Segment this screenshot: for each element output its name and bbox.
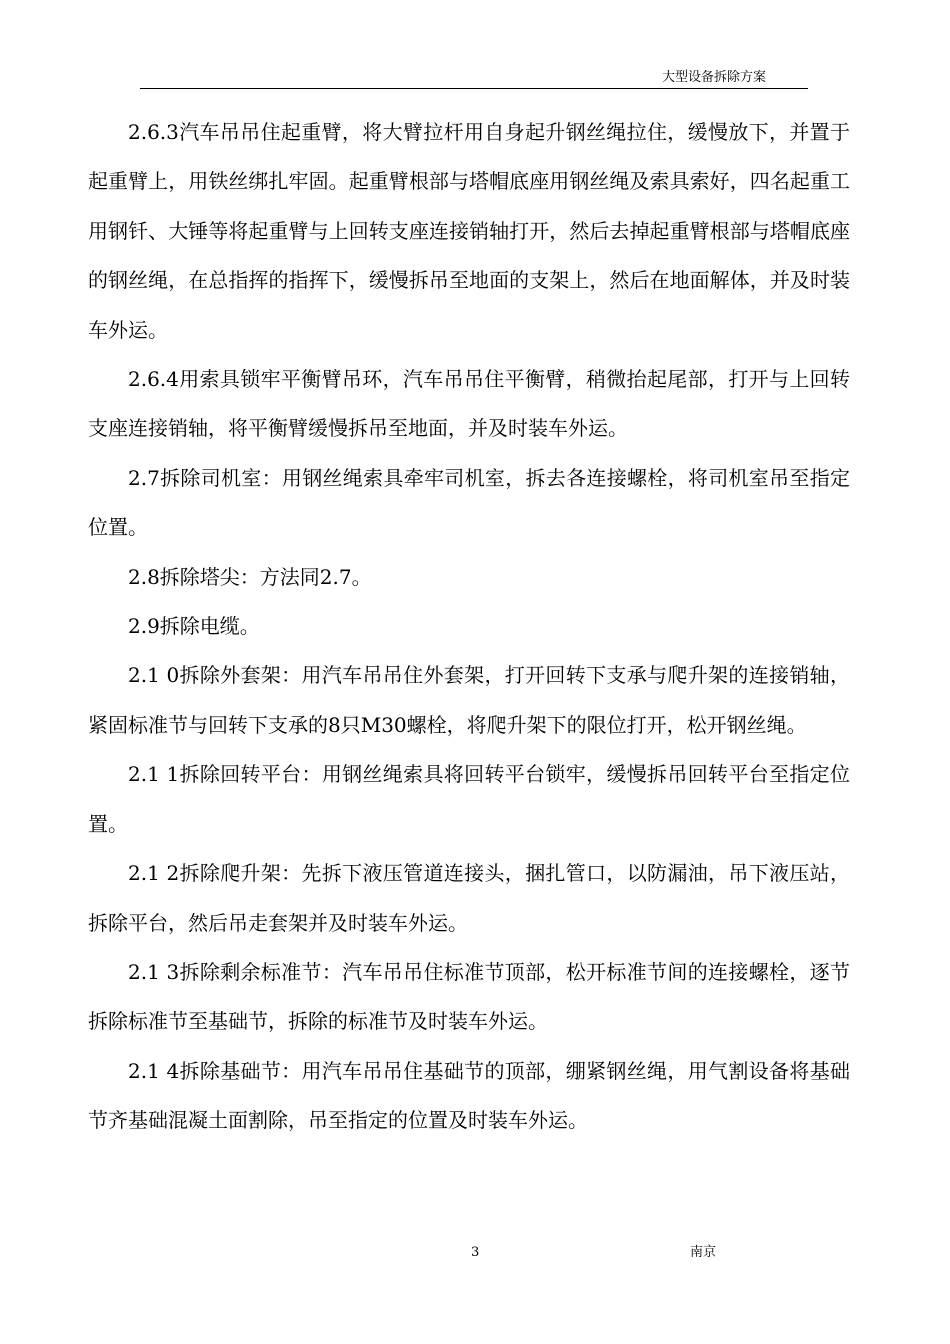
- paragraph-2-8: 2.8拆除塔尖：方法同2.7。: [128, 564, 372, 589]
- paragraph-2-9: 2.9拆除电缆。: [128, 614, 260, 639]
- page-number: 3: [471, 1245, 480, 1260]
- paragraph-2-10: 2.1 0拆除外套架：用汽车吊吊住外套架，打开回转下支承与爬升架的连接销轴，紧固标准节与回转下支承的8只M30螺栓，将爬升架下的限位打开，松开钢丝绳。: [88, 663, 850, 737]
- document-body: [88, 108, 850, 1146]
- paragraph-2-6-3: 2.6.3汽车吊吊住起重臂，将大臂拉杆用自身起升钢丝绳拉住，缓慢放下，并置于起重臂上，用铁丝绑扎牢固。起重臂根部与塔帽底座用钢丝绳及索具索好，四名起重工用钢钎、大锤等将起重臂与上回转支座连接销轴打开，然后去掉起重臂根部与塔帽底座的钢丝绳，在总指挥的指挥下，缓慢拆吊至地面的支架上，然后在地面解体，并及时装车外运。: [88, 120, 850, 342]
- paragraph-2-6-4: 2.6.4用索具锁牢平衡臂吊环，汽车吊吊住平衡臂，稍微抬起尾部，打开与上回转支座连接销轴，将平衡臂缓慢拆吊至地面，并及时装车外运。: [88, 367, 850, 441]
- paragraph-2-13: 2.1 3拆除剩余标准节：汽车吊吊住标准节顶部，松开标准节间的连接螺栓，逐节拆除标准节至基础节，拆除的标准节及时装车外运。: [88, 959, 850, 1034]
- page-footer: [0, 1245, 950, 1265]
- paragraph-2-12: 2.1 2拆除爬升架：先拆下液压管道连接头，捆扎管口，以防漏油，吊下液压站，拆除平台，然后吊走套架并及时装车外运。: [88, 861, 850, 935]
- paragraph-2-7: 2.7拆除司机室：用钢丝绳索具牵牢司机室，拆去各连接螺栓，将司机室吊至指定位置。: [88, 465, 850, 540]
- paragraph-2-11: 2.1 1拆除回转平台：用钢丝绳索具将回转平台锁牢，缓慢拆吊回转平台至指定位置。: [88, 762, 850, 836]
- page-header: [140, 68, 808, 89]
- paragraph-2-14: 2.1 4拆除基础节：用汽车吊吊住基础节的顶部，绷紧钢丝绳，用气割设备将基础节齐基础混凝土面割除，吊至指定的位置及时装车外运。: [88, 1058, 850, 1133]
- header-title: 大型设备拆除方案: [661, 70, 766, 85]
- footer-city: 南京: [690, 1245, 717, 1260]
